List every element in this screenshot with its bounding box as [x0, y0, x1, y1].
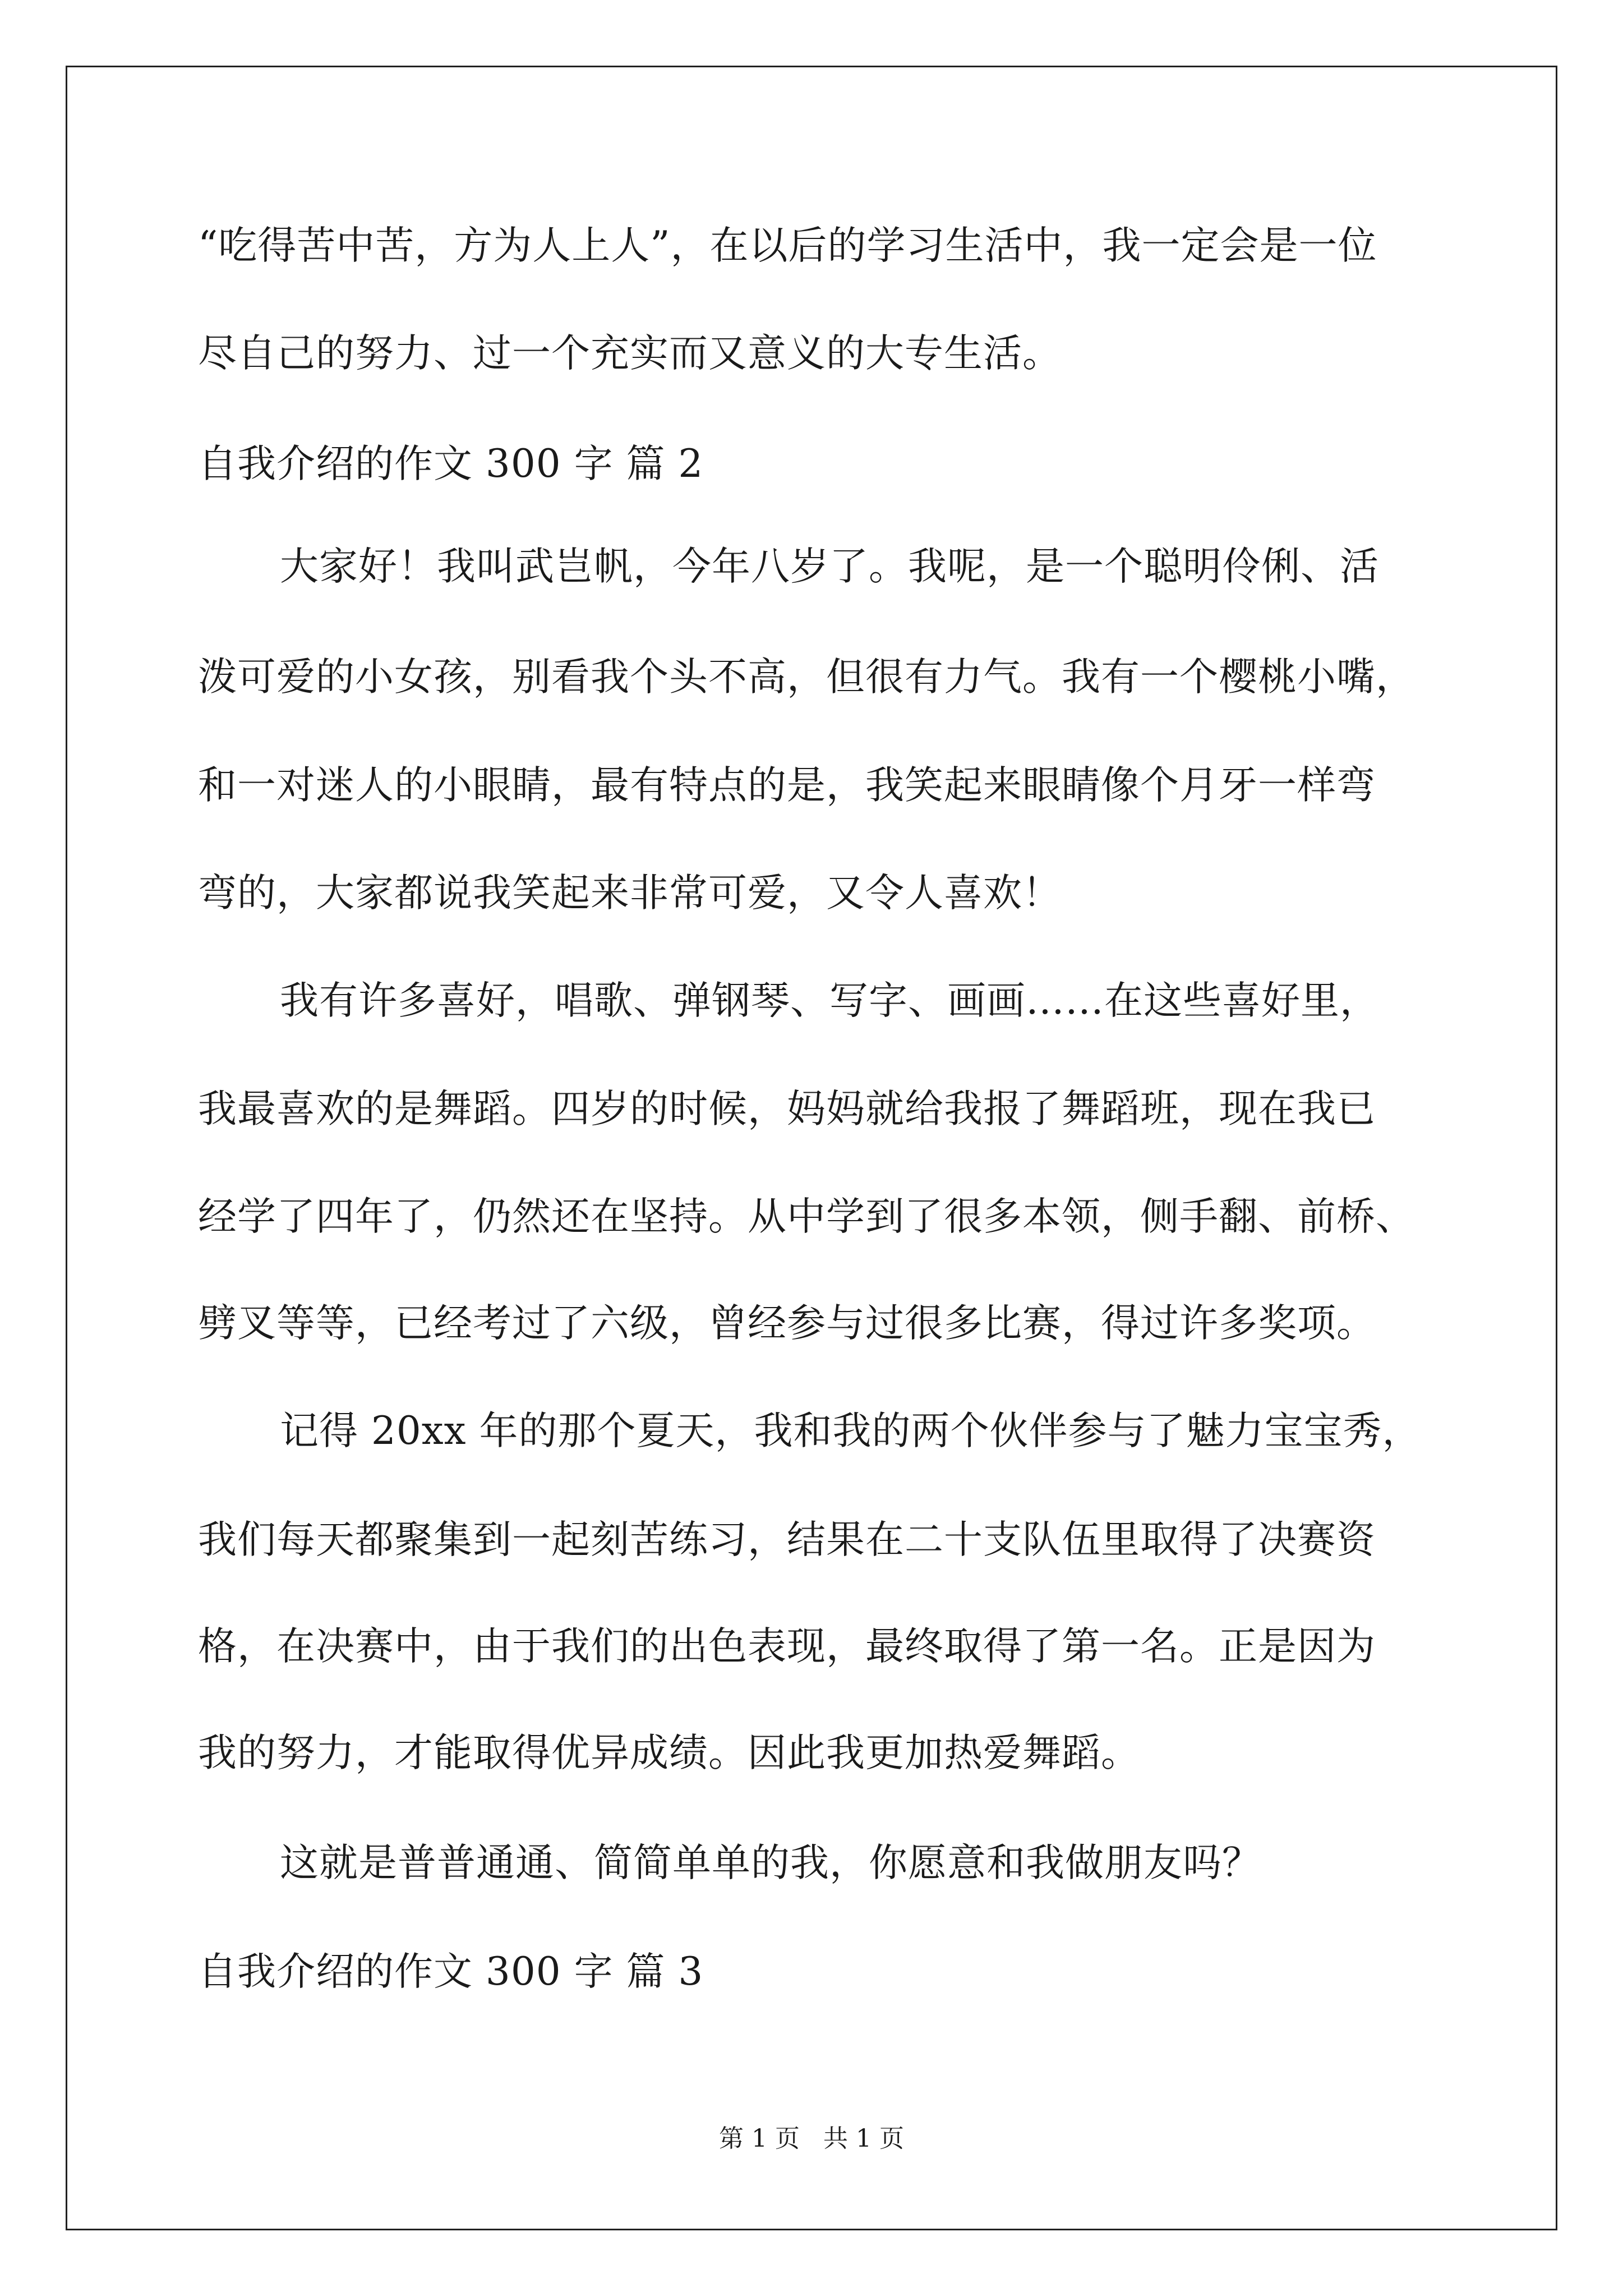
body-line: “吃得苦中苦，方为人上人”，在以后的学习生活中，我一定会是一位 [198, 223, 1377, 268]
body-line: 劈叉等等，已经考过了六级，曾经参与过很多比赛，得过许多奖项。 [198, 1301, 1376, 1346]
body-line: 格，在决赛中，由于我们的出色表现，最终取得了第一名。正是因为 [198, 1624, 1376, 1669]
paragraph-start-line: 这就是普普通通、简简单单的我，你愿意和我做朋友吗？ [280, 1841, 1261, 1885]
body-line: 尽自己的努力、过一个充实而又意义的大专生活。 [198, 331, 1062, 376]
section-heading: 自我介绍的作文 300 字 篇 3 [198, 1949, 704, 1994]
page-footer: 第 1 页 共 1 页 [719, 2124, 904, 2153]
body-line: 经学了四年了，仍然还在坚持。从中学到了很多本领，侧手翻、前桥、 [198, 1194, 1415, 1239]
paragraph-start-line: 我有许多喜好，唱歌、弹钢琴、写字、画画……在这些喜好里， [280, 978, 1379, 1023]
paragraph-start-line: 记得 20xx 年的那个夏天，我和我的两个伙伴参与了魅力宝宝秀， [280, 1409, 1422, 1453]
body-line: 我最喜欢的是舞蹈。四岁的时候，妈妈就给我报了舞蹈班，现在我已 [198, 1087, 1376, 1131]
body-line: 和一对迷人的小眼睛，最有特点的是，我笑起来眼睛像个月牙一样弯 [198, 763, 1376, 808]
body-line: 弯的，大家都说我笑起来非常可爱，又令人喜欢！ [198, 871, 1062, 915]
section-heading: 自我介绍的作文 300 字 篇 2 [198, 441, 704, 486]
body-line: 我们每天都聚集到一起刻苦练习，结果在二十支队伍里取得了决赛资 [198, 1517, 1376, 1562]
body-line: 我的努力，才能取得优异成绩。因此我更加热爱舞蹈。 [198, 1731, 1140, 1775]
paragraph-start-line: 大家好！我叫武岂帆，今年八岁了。我呢，是一个聪明伶俐、活 [280, 544, 1379, 589]
page-border [66, 66, 1557, 2230]
body-line: 泼可爱的小女孩，别看我个头不高，但很有力气。我有一个樱桃小嘴， [198, 655, 1415, 700]
